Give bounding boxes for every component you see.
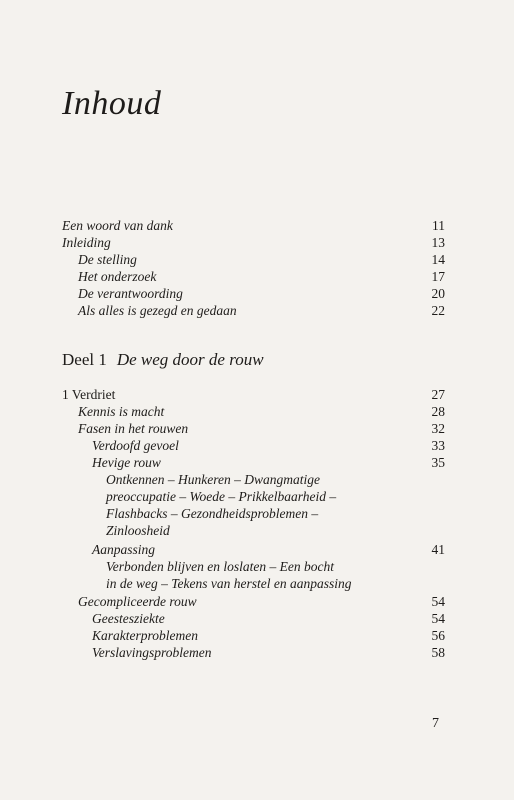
toc-entry — [62, 218, 173, 234]
toc-entry-label: Ontkennen – Hunkeren – Dwangmatige — [106, 472, 320, 487]
toc-entry-page: 11 — [432, 218, 445, 233]
part-number: Deel 1 — [62, 350, 107, 369]
toc-entry — [92, 645, 211, 661]
toc-entry — [78, 286, 183, 302]
part-heading — [62, 350, 264, 370]
toc-entry — [106, 489, 336, 505]
toc-entry-label: Verslavingsproblemen — [92, 645, 212, 660]
toc-entry — [106, 576, 351, 592]
toc-entry-label: Geestesziekte — [92, 611, 165, 626]
toc-entry-label: Gecompliceerde rouw — [78, 594, 197, 609]
toc-entry — [78, 404, 164, 420]
toc-entry-label: Verbonden blijven en loslaten – Een bocht — [106, 559, 334, 574]
toc-entry — [92, 611, 165, 627]
toc-entry-label: Verdoofd gevoel — [92, 438, 179, 453]
toc-entry — [62, 387, 115, 403]
toc-entry — [62, 235, 111, 251]
toc-entry — [92, 542, 155, 558]
toc-entry — [92, 455, 161, 471]
toc-entry-label: De verantwoording — [78, 286, 183, 301]
page-title: Inhoud — [62, 84, 162, 122]
toc-entry-page: 54 — [431, 611, 445, 626]
toc-entry-label: Zinloosheid — [106, 523, 170, 538]
toc-entry-page: 35 — [431, 455, 445, 470]
toc-entry-label: Flashbacks – Gezondheidsproblemen – — [106, 506, 319, 521]
toc-entry — [106, 506, 318, 522]
toc-entry-page: 41 — [431, 542, 445, 557]
toc-entry-label: preoccupatie – Woede – Prikkelbaarheid – — [106, 489, 337, 504]
toc-entry — [78, 303, 237, 319]
toc-entry-label: Inleiding — [62, 235, 111, 250]
toc-entry-label: 1 Verdriet — [62, 387, 116, 402]
toc-entry-page: 27 — [431, 387, 445, 402]
toc-entry — [78, 269, 156, 285]
toc-entry-label: Fasen in het rouwen — [78, 421, 189, 436]
toc-entry-label: Karakterproblemen — [92, 628, 198, 643]
toc-entry-page: 17 — [431, 269, 445, 284]
toc-entry — [92, 628, 198, 644]
toc-entry-page: 20 — [431, 286, 445, 301]
toc-entry-page: 13 — [431, 235, 445, 250]
toc-entry-label: Kennis is macht — [78, 404, 165, 419]
toc-entry-label: Hevige rouw — [92, 455, 161, 470]
toc-entry-page: 56 — [431, 628, 445, 643]
toc-entry-label: in de weg – Tekens van herstel en aanpassing — [106, 576, 352, 591]
toc-entry-page: 22 — [431, 303, 445, 318]
toc-entry — [106, 472, 320, 488]
part-name: De weg door de rouw — [116, 350, 264, 369]
toc-entry — [78, 594, 197, 610]
toc-entry-page: 14 — [431, 252, 445, 267]
toc-entry — [106, 523, 170, 539]
toc-entry — [78, 252, 137, 268]
toc-entry-page: 54 — [431, 594, 445, 609]
toc-entry-label: Een woord van dank — [62, 218, 173, 233]
toc-entry-label: Als alles is gezegd en gedaan — [78, 303, 237, 318]
toc-entry-page: 58 — [431, 645, 445, 660]
toc-entry — [78, 421, 188, 437]
toc-entry-page: 33 — [431, 438, 445, 453]
toc-entry-label: De stelling — [78, 252, 137, 267]
toc-entry-page: 32 — [431, 421, 445, 436]
page-number: 7 — [432, 716, 439, 731]
toc-entry-label: Aanpassing — [92, 542, 156, 557]
toc-entry-page: 28 — [431, 404, 445, 419]
toc-entry-label: Het onderzoek — [78, 269, 157, 284]
toc-entry — [92, 438, 179, 454]
toc-entry — [106, 559, 334, 575]
